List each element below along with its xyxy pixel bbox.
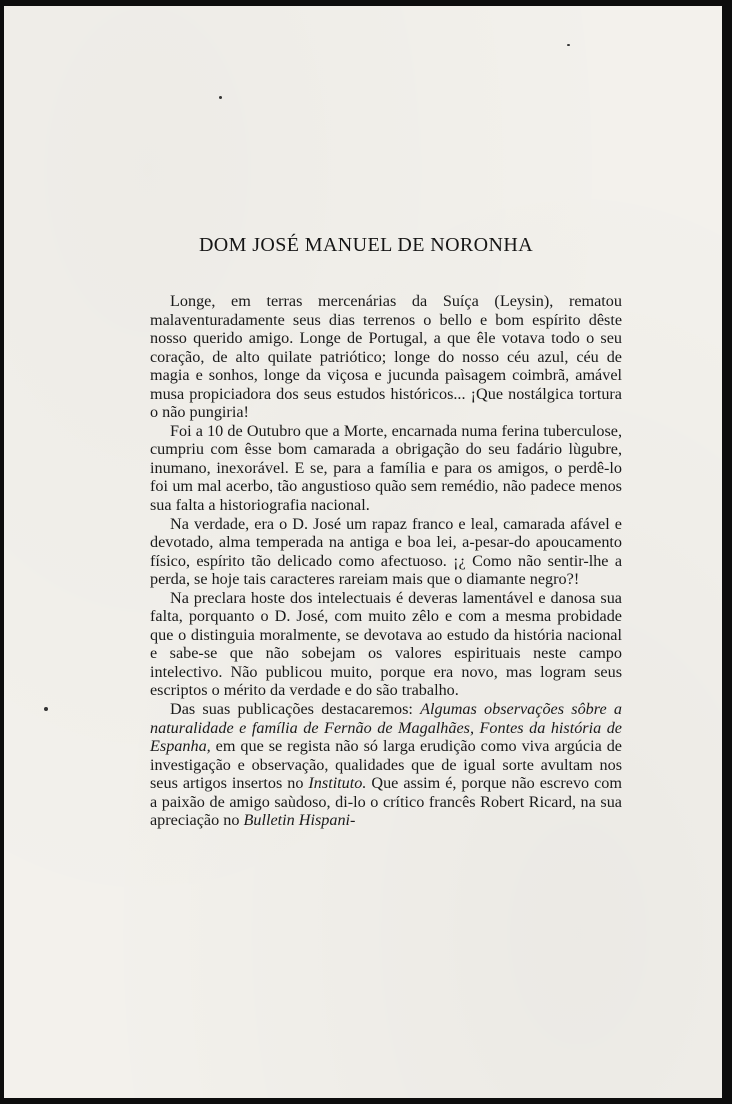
ink-speck: [44, 707, 48, 711]
paragraph-1: Longe, em terras mercenárias da Suíça (Leysin), rematou malaventuradamente seus dias terrenos o bello e bom espírito dêste nosso querido amigo. Longe de Portugal, a que êle votava todo o seu coração, de alto quilate patriótico; longe do nosso céu azul, céu de magia e sonhos, longe da viçosa e jucunda paìsagem coimbrã, amável musa propiciadora dos seus estudos históricos... ¡Que nostálgica tortura o não pungiria!: [150, 292, 622, 422]
page-title: DOM JOSÉ MANUEL DE NORONHA: [198, 234, 534, 256]
ink-speck: [567, 44, 570, 46]
paragraph-2: Foi a 10 de Outubro que a Morte, encarnada numa ferina tuberculose, cumpriu com êsse bom camarada a obrigação do seu fadário lùgubre, inumano, inexorável. E se, para a família e para os amigos, o perdê-lo foi um mal acerbo, tão angustioso quão sem remédio, não padece menos sua falta a historiografia nacional.: [150, 421, 622, 515]
scan-edge: [722, 0, 732, 1104]
ink-speck: [219, 96, 222, 99]
publication-titles: Algumas observações sôbre a naturalidade e família de Fernão de Magalhães, Fontes da história de Espanha,: [150, 700, 622, 756]
bulletin-title: Bulletin Hispani-: [243, 811, 356, 830]
paragraph-5-text-c: Que assim é, porque não escrevo com a paixão de amigo saùdoso, di-lo o crítico francês Robert Ricard, na sua apreciação no: [150, 774, 622, 830]
paragraph-4: Na preclara hoste dos intelectuais é deveras lamentável e danosa sua falta, porquanto o D. José, com muito zêlo e com a mesma probidade que o distinguia moralmente, se devotava ao estudo da história nacional e sabe-se que não sobejam os valores espirituais neste campo intelectivo. Não publicou muito, porque era novo, mas logram seus escriptos o mérito da verdade e do são trabalho.: [150, 588, 622, 700]
article-body: [150, 292, 622, 830]
paragraph-5-text-b: em que se regista não só larga erudição como viva argúcia de investigação e observação, qualidades que de igual sorte avultam nos seus artigos insertos no: [150, 737, 622, 793]
paragraph-3: Na verdade, era o D. José um rapaz franco e leal, camarada afável e devotado, alma temperada na antiga e boa lei, a-pesar-do apoucamento físico, espírito tão delicado como afectuoso. ¡¿ Como não sentir-lhe a perda, se hoje tais caracteres rareiam mais que o diamante negro?!: [150, 514, 622, 589]
instituto-title: Instituto.: [308, 774, 367, 793]
paragraph-5: [150, 700, 622, 830]
paragraph-5-text-a: Das suas publicações destacaremos:: [170, 700, 421, 719]
